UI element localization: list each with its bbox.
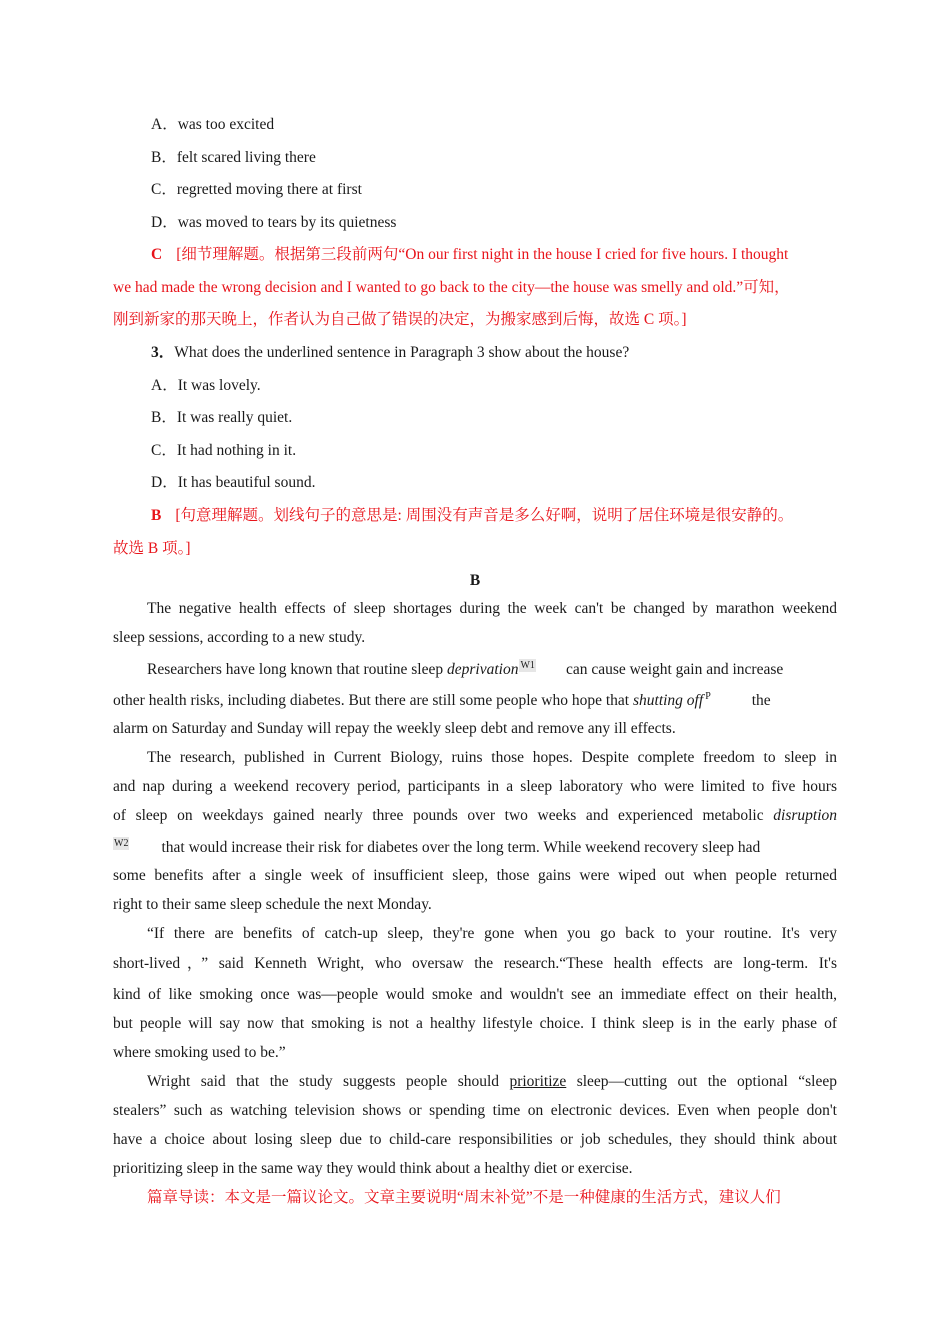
option-text: It has beautiful sound. (177, 474, 316, 491)
option-letter: B． (151, 409, 177, 426)
option-text: was moved to tears by its quietness (177, 214, 397, 231)
paragraph-line (113, 806, 837, 826)
vocab-tag: W1 (520, 660, 535, 671)
paragraph-line: The research, published in Current Biology, ruins those hopes. Despite complete freedom to sleep in (147, 749, 837, 766)
option-text: It was really quiet. (176, 409, 293, 426)
vocab-word: deprivation (447, 661, 519, 679)
option-letter: C． (151, 442, 177, 459)
option-b (151, 148, 837, 168)
passage-guide: 篇章导读：本文是一篇议论文。文章主要说明“周末补觉”不是一种健康的生活方式，建议人们 (147, 1189, 781, 1206)
paragraph-line: right to their same sleep schedule the next Monday. (113, 896, 432, 913)
option-text: regretted moving there at first (176, 181, 362, 198)
paragraph-line (113, 837, 837, 858)
paragraph-line: short-lived，” said Kenneth Wright, who oversaw the research.“These health effects are long-term. It's (113, 955, 837, 972)
explanation-text: [句意理解题。划线句子的意思是: 周围没有声音是多么好啊，说明了居住环境是很安静的。 (175, 507, 794, 524)
option-a (151, 376, 837, 396)
option-d (151, 213, 837, 233)
text-run: sleep—cutting out the optional “sleep (566, 1073, 837, 1090)
option-letter: B． (151, 149, 177, 166)
paragraph-line: some benefits after a single week of insufficient sleep, those gains were wiped out when people returned (113, 867, 837, 884)
text-run: can cause weight gain and increase (565, 661, 784, 679)
vocab-word: shutting off (632, 692, 704, 710)
option-a (151, 115, 837, 135)
answer-letter: C (151, 246, 163, 263)
paragraph-line: prioritizing sleep in the same way they would think about a healthy diet or exercise. (113, 1160, 633, 1177)
paragraph-line: sleep sessions, according to a new study. (113, 629, 366, 646)
text-run: Researchers have long known that routine sleep (147, 661, 448, 679)
paragraph-line: have a choice about losing sleep due to child-care responsibilities or job schedules, they should think about (113, 1131, 837, 1148)
option-text: was too excited (177, 116, 275, 133)
option-letter: C． (151, 181, 177, 198)
paragraph-line (113, 1072, 837, 1092)
section-heading: B (469, 572, 481, 589)
paragraph-line: kind of like smoking once was—people would smoke and wouldn't see an immediate effect on their health, (113, 986, 837, 1003)
text-run: the (751, 692, 771, 710)
option-text: It was lovely. (177, 377, 261, 394)
vocab-tag: P (705, 691, 711, 702)
answer-explanation-line: 刚到新家的那天晚上，作者认为自己做了错误的决定，为搬家感到后悔，故选 C 项。] (113, 311, 687, 328)
question-number: 3． (151, 344, 175, 361)
paragraph-line: where smoking used to be.” (113, 1044, 286, 1061)
vocab-tag: W2 (114, 838, 129, 849)
answer-letter: B (151, 507, 162, 524)
paragraph-line: alarm on Saturday and Sunday will repay the weekly sleep debt and remove any ill effects. (113, 720, 676, 737)
option-text: It had nothing in it. (176, 442, 297, 459)
option-letter: D． (151, 474, 178, 491)
option-letter: D． (151, 214, 178, 231)
answer-explanation-line: we had made the wrong decision and I wanted to go back to the city—the house was smelly and old.”可知， (113, 279, 790, 296)
text-run: that would increase their risk for diabetes over the long term. While weekend recovery sleep had (161, 839, 761, 857)
answer-explanation-line (113, 245, 837, 265)
vocab-word: disruption (773, 807, 837, 824)
option-c (151, 180, 837, 200)
text-run: of sleep on weekdays gained nearly three pounds over two weeks and experienced metabolic (113, 807, 774, 824)
paragraph-line: “If there are benefits of catch-up sleep, they're gone when you go back to your routine. It's very (147, 925, 837, 942)
paragraph-line (113, 659, 837, 680)
option-b (151, 408, 837, 428)
answer-explanation-line: 故选 B 项。] (113, 540, 191, 557)
option-d (151, 473, 837, 493)
paragraph-line (113, 690, 837, 711)
option-letter: A． (151, 377, 178, 394)
paragraph-line: but people will say now that smoking is not a healthy lifestyle choice. I think sleep is in the early phase of (113, 1015, 837, 1032)
paragraph-line: The negative health effects of sleep shortages during the week can't be changed by marathon weekend (147, 600, 837, 617)
option-c (151, 441, 837, 461)
question-text: What does the underlined sentence in Paragraph 3 show about the house? (174, 344, 630, 361)
text-run: other health risks, including diabetes. But there are still some people who hope that (113, 692, 633, 710)
option-text: felt scared living there (176, 149, 316, 166)
question-stem (151, 343, 837, 363)
paragraph-line: stealers” such as watching television shows or spending time on electronic devices. Even when people don't (113, 1102, 837, 1119)
option-letter: A． (151, 116, 178, 133)
answer-explanation-line (113, 506, 837, 526)
text-run: Wright said that the study suggests people should (147, 1073, 510, 1090)
underlined-word: prioritize (509, 1073, 567, 1090)
paragraph-line: and nap during a weekend recovery period, participants in a sleep laboratory who were limited to five hours (113, 778, 837, 795)
explanation-text: [细节理解题。根据第三段前两句“On our first night in the house I cried for five hours. I thought (176, 246, 789, 263)
